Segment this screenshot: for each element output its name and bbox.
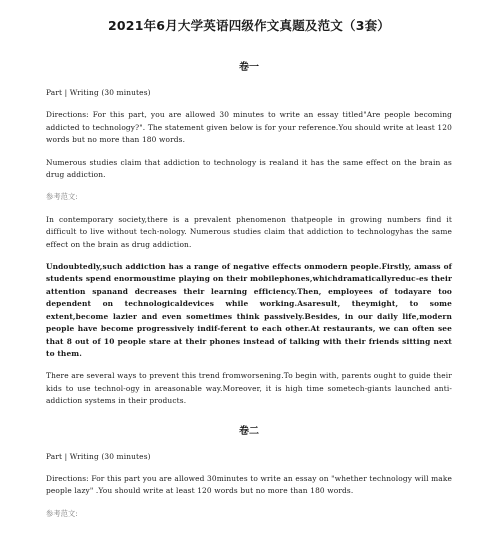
section-1-heading: 卷一: [239, 62, 259, 73]
section-1-directions: Directions: For this part, you are allowed 30 minutes to write an essay titled"Are people becoming addicted to technology?". The statement given below is for your reference.You should write at least 120 words but no more than 180 words.: [46, 110, 452, 145]
essay-paragraph-3: There are several ways to prevent this trend fromworsening.To begin with, parents ought to guide their kids to use technol-ogy in areasonable way.Moreover, it is high time sometech-giants launched anti-addiction systems in their products.: [46, 371, 452, 406]
document-title: 2021年6月大学英语四级作文真题及范文（3套）: [108, 18, 390, 33]
essay-paragraph-2: Undoubtedly,such addiction has a range of negative effects onmodern people.Firstly, amass of students spend enormoustime playing on their mobilephones,whichdramaticallyreduc-es their attention spanand decreases their learning efficiency.Then, employees of todayare too dependent on technologicaldevices while working.Asaresult, theymight, to some extent,become lazier and even sometimes think passively.Besides, in our daily life,modern people have become progressively indif-ferent to each other.At restaurants, we can often see that 8 out of 10 people stare at their phones instead of talking with their friends sitting next to them.: [46, 262, 452, 358]
section-1-statement: Numerous studies claim that addiction to technology is realand it has the same effect on the brain as drug addiction.: [46, 157, 452, 180]
section-1-reference-label: 参考范文:: [46, 192, 78, 202]
section-2-heading: 卷二: [239, 425, 259, 437]
section-2-directions: Directions: For this part you are allowed 30minutes to write an essay on "whether technology will make people lazy" .You should write at least 120 words but no more than 180 words.: [46, 473, 452, 496]
section-2-part-label: Part | Writing (30 minutes): [46, 451, 151, 461]
essay-paragraph-1: In contemporary society,there is a prevalent phenomenon thatpeople in growing numbers find it difficult to live without tech-nology. Numerous studies claim that addiction to technologyhas the same effect on the brain as drug addiction.: [46, 214, 452, 249]
section-2-reference-label: 参考范文:: [46, 508, 78, 518]
section-1-part-label: Part | Writing (30 minutes): [46, 88, 151, 97]
